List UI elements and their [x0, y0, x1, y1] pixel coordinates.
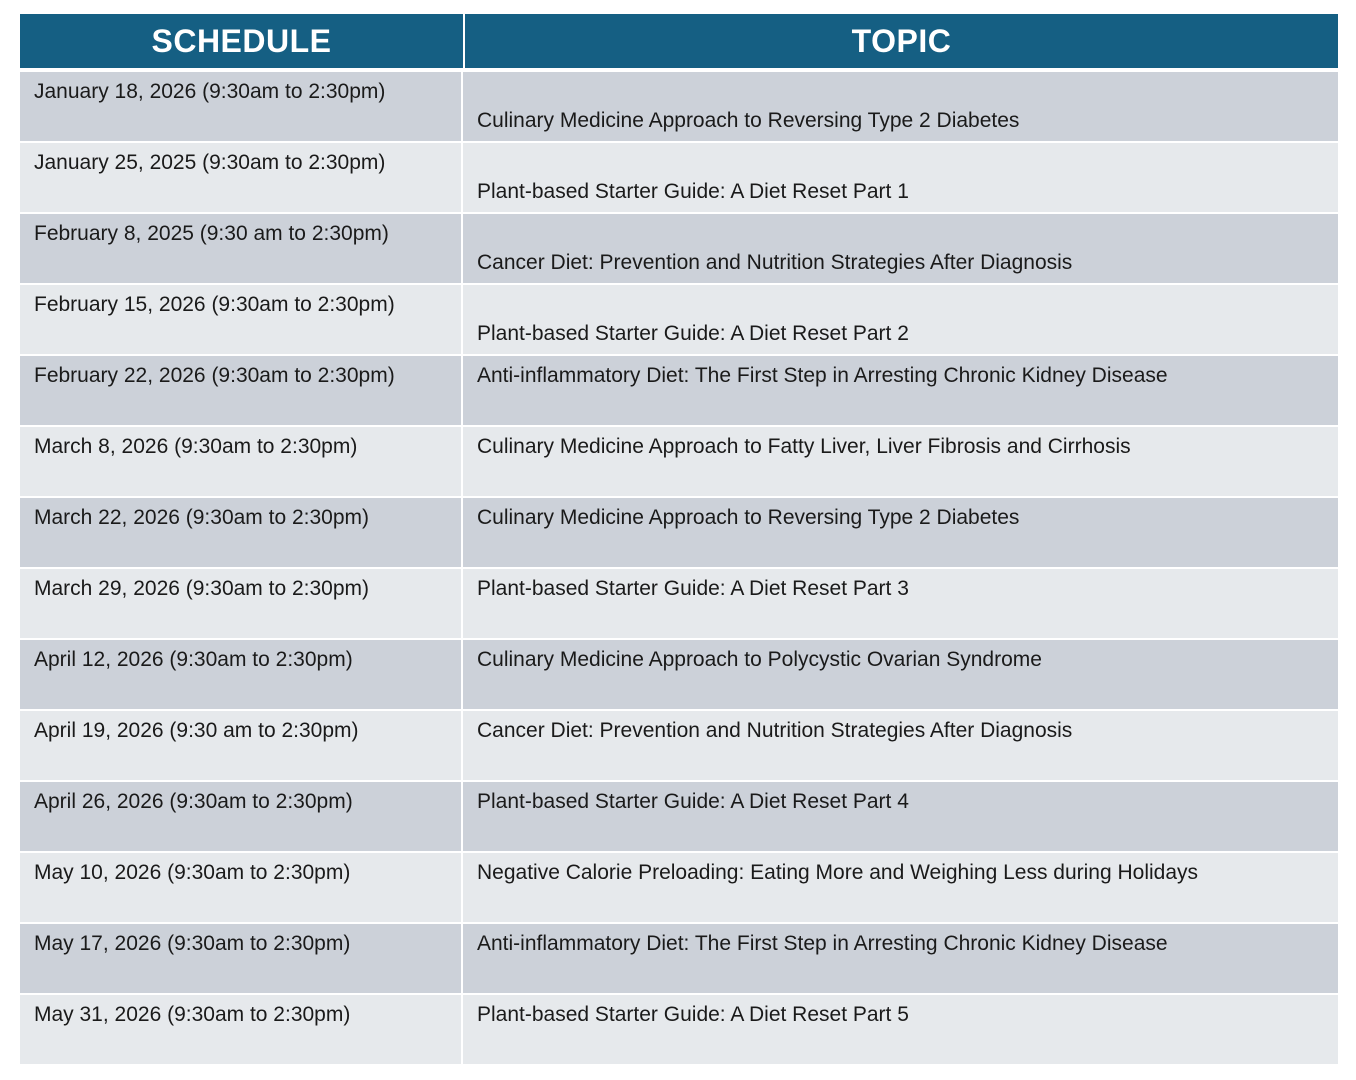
schedule-cell: April 19, 2026 (9:30 am to 2:30pm) [20, 711, 463, 780]
schedule-cell: February 22, 2026 (9:30am to 2:30pm) [20, 356, 463, 425]
table-row [20, 214, 1338, 285]
table-header [20, 14, 1338, 72]
schedule-cell: March 8, 2026 (9:30am to 2:30pm) [20, 427, 463, 496]
topic-cell: Cancer Diet: Prevention and Nutrition Strategies After Diagnosis [477, 719, 1073, 742]
topic-cell: Anti-inflammatory Diet: The First Step in Arresting Chronic Kidney Disease [477, 364, 1168, 387]
table-row [20, 72, 1338, 143]
schedule-cell: January 18, 2026 (9:30am to 2:30pm) [20, 72, 463, 141]
topic-cell: Plant-based Starter Guide: A Diet Reset Part 2 [477, 322, 909, 345]
table-row [20, 995, 1338, 1066]
schedule-cell: April 12, 2026 (9:30am to 2:30pm) [20, 640, 463, 709]
topic-cell: Anti-inflammatory Diet: The First Step in Arresting Chronic Kidney Disease [477, 932, 1168, 955]
topic-cell: Negative Calorie Preloading: Eating More and Weighing Less during Holidays [477, 861, 1199, 884]
schedule-column-header: SCHEDULE [20, 14, 465, 68]
schedule-cell: May 31, 2026 (9:30am to 2:30pm) [20, 995, 463, 1064]
table-row [20, 924, 1338, 995]
table-row [20, 356, 1338, 427]
schedule-cell: February 8, 2025 (9:30 am to 2:30pm) [20, 214, 463, 283]
topic-cell: Culinary Medicine Approach to Reversing Type 2 Diabetes [477, 506, 1020, 529]
topic-cell: Culinary Medicine Approach to Polycystic Ovarian Syndrome [477, 648, 1042, 671]
table-row [20, 782, 1338, 853]
table-row [20, 640, 1338, 711]
schedule-cell: May 17, 2026 (9:30am to 2:30pm) [20, 924, 463, 993]
schedule-cell: February 15, 2026 (9:30am to 2:30pm) [20, 285, 463, 354]
table-row [20, 143, 1338, 214]
schedule-cell: April 26, 2026 (9:30am to 2:30pm) [20, 782, 463, 851]
table-row [20, 498, 1338, 569]
schedule-cell: May 10, 2026 (9:30am to 2:30pm) [20, 853, 463, 922]
table-row [20, 569, 1338, 640]
topic-cell: Plant-based Starter Guide: A Diet Reset Part 3 [477, 577, 909, 600]
topic-cell: Plant-based Starter Guide: A Diet Reset Part 5 [477, 1003, 909, 1026]
topic-cell: Plant-based Starter Guide: A Diet Reset Part 1 [477, 180, 909, 203]
table-row [20, 427, 1338, 498]
schedule-cell: January 25, 2025 (9:30am to 2:30pm) [20, 143, 463, 212]
topic-column-header: TOPIC [851, 22, 952, 59]
table-row [20, 711, 1338, 782]
topic-cell: Culinary Medicine Approach to Reversing Type 2 Diabetes [477, 109, 1020, 132]
schedule-cell: March 29, 2026 (9:30am to 2:30pm) [20, 569, 463, 638]
schedule-table [20, 14, 1338, 1066]
topic-cell: Cancer Diet: Prevention and Nutrition Strategies After Diagnosis [477, 251, 1073, 274]
table-row [20, 853, 1338, 924]
schedule-cell: March 22, 2026 (9:30am to 2:30pm) [20, 498, 463, 567]
topic-cell: Culinary Medicine Approach to Fatty Liver, Liver Fibrosis and Cirrhosis [477, 435, 1131, 458]
topic-cell: Plant-based Starter Guide: A Diet Reset Part 4 [477, 790, 909, 813]
table-row [20, 285, 1338, 356]
